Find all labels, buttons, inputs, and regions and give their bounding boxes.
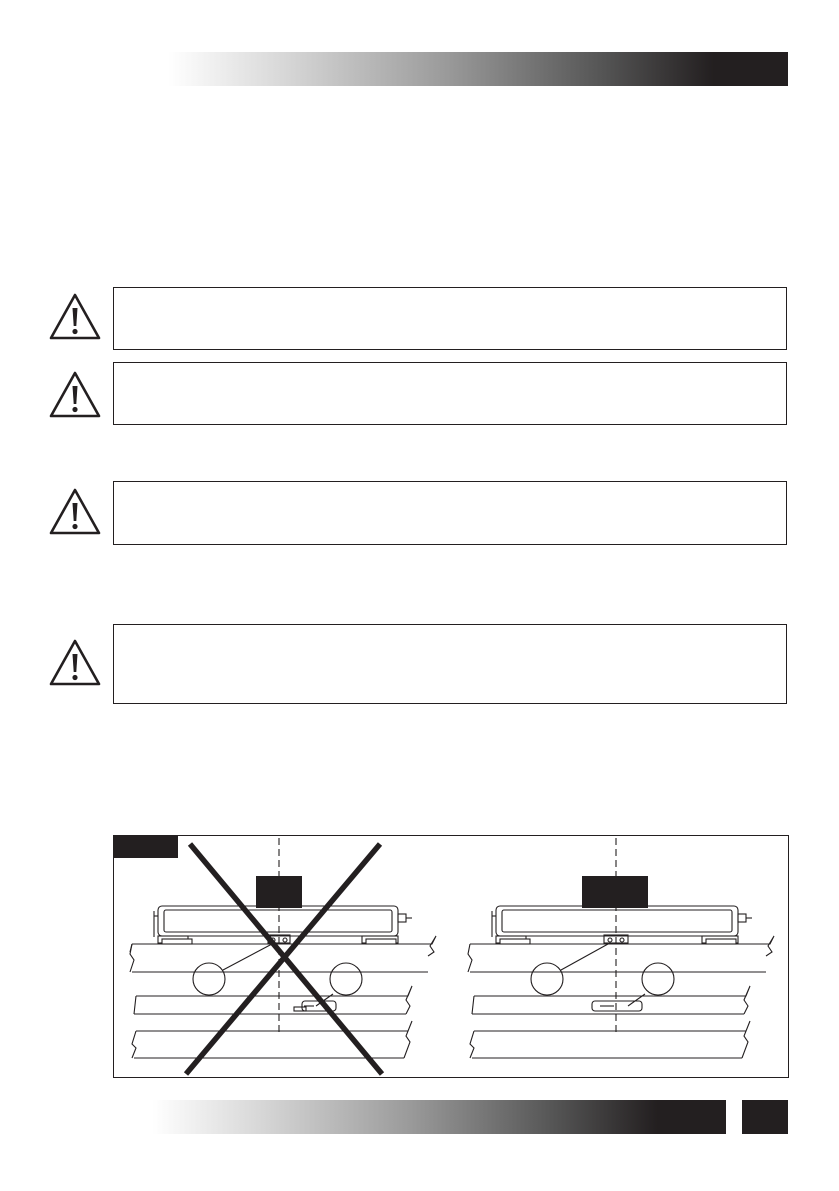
installation-diagram (114, 836, 788, 1077)
header-gradient-band (168, 52, 788, 86)
warning-text-box (113, 481, 787, 545)
incorrect-installation-panel (130, 838, 436, 1074)
warning-notice-4 (48, 624, 789, 704)
figure-tag (114, 836, 178, 858)
footer-gradient-band (152, 1100, 726, 1134)
warning-notice-3 (48, 481, 789, 545)
warning-text-box (113, 362, 787, 425)
warning-triangle-icon (48, 292, 102, 342)
warning-text-box (113, 624, 787, 704)
warning-notice-1 (48, 287, 789, 350)
warning-notice-2 (48, 362, 789, 425)
warning-triangle-icon (48, 487, 102, 537)
installation-figure (113, 835, 789, 1078)
warning-triangle-icon (48, 638, 102, 688)
warning-triangle-icon (48, 370, 102, 420)
page-number-box (742, 1100, 788, 1134)
warning-text-box (113, 287, 787, 350)
correct-installation-panel (468, 838, 774, 1058)
